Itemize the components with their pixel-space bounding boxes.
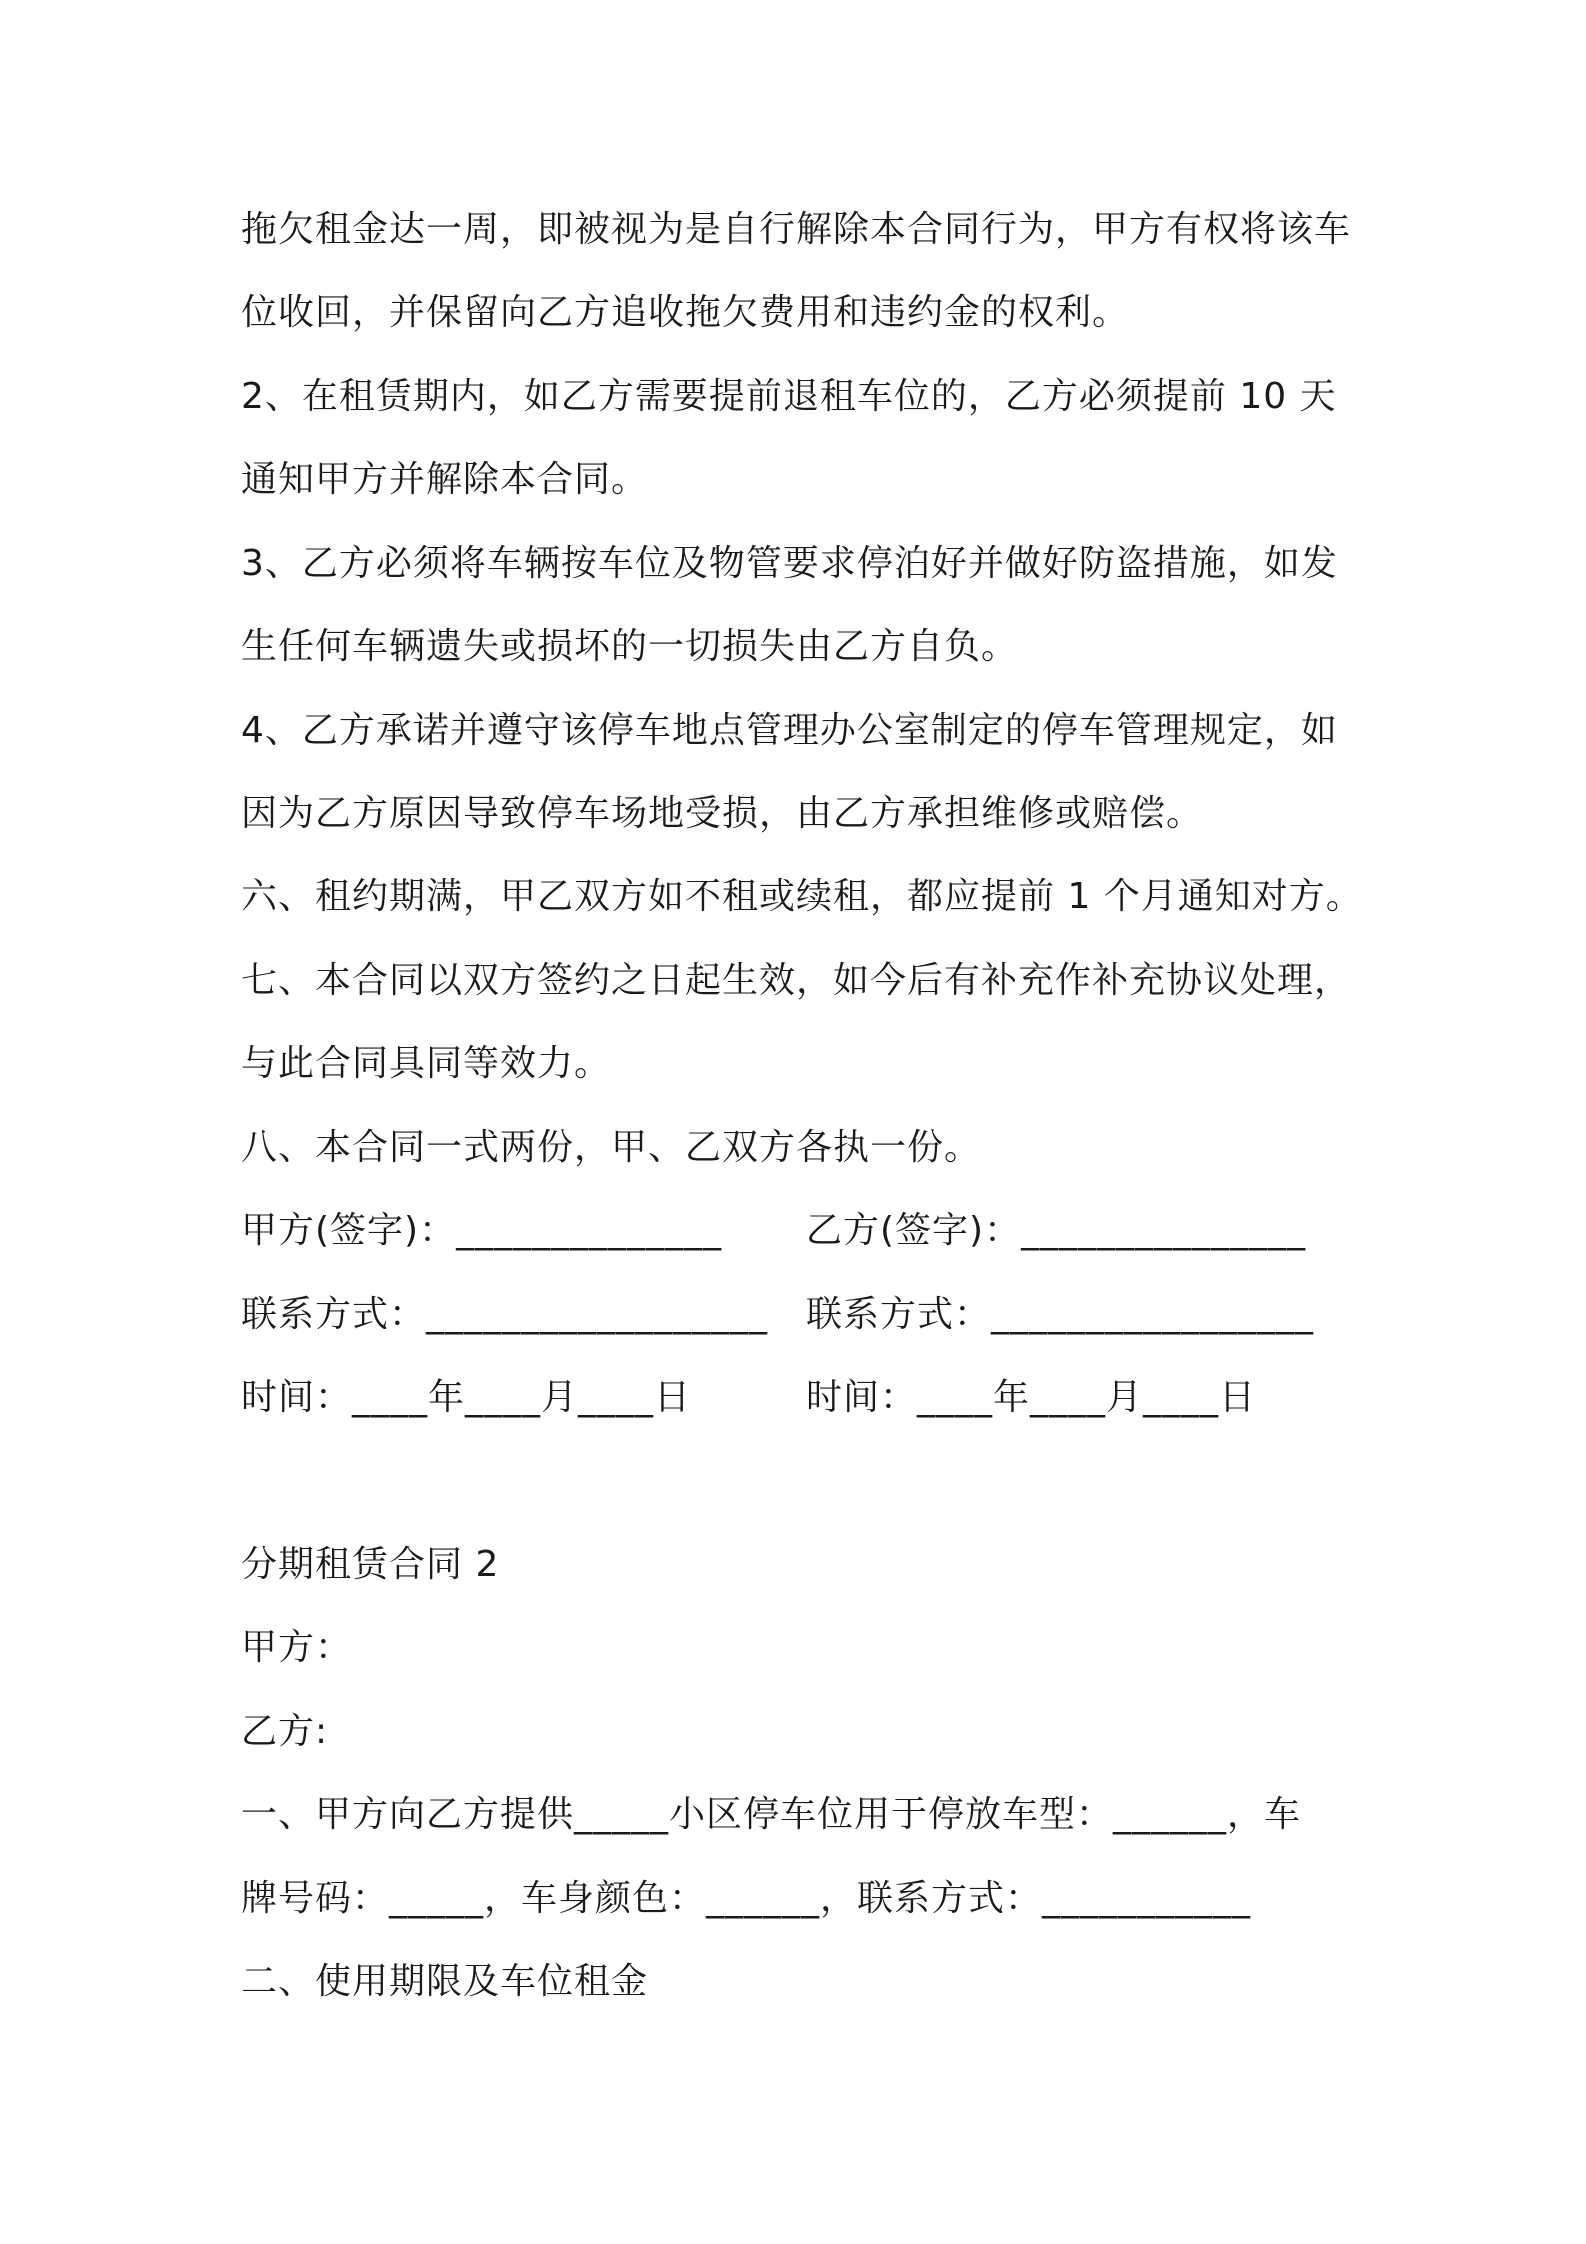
party-a-contact-field: 联系方式：__________________: [241, 1294, 769, 1335]
party-b-date-field: 时间：____年____月____日: [806, 1377, 1257, 1418]
paragraph-line: 拖欠租金达一周，即被视为是自行解除本合同行为，甲方有权将该车: [241, 209, 1352, 250]
section-title: 分期租赁合同 2: [241, 1544, 500, 1585]
paragraph-line: 因为乙方原因导致停车场地受损，由乙方承担维修或赔偿。: [241, 793, 1204, 834]
paragraph-line: 3、乙方必须将车辆按车位及物管要求停泊好并做好防盗措施，如发: [241, 543, 1338, 584]
paragraph-line: 位收回，并保留向乙方追收拖欠费用和违约金的权利。: [241, 292, 1130, 333]
clause-line: 牌号码：_____，车身颜色：______，联系方式：___________: [241, 1878, 1252, 1919]
clause-line: 一、甲方向乙方提供_____小区停车位用于停放车型：______，车: [241, 1794, 1302, 1835]
paragraph-line: 与此合同具同等效力。: [241, 1043, 612, 1084]
paragraph-line: 4、乙方承诺并遵守该停车地点管理办公室制定的停车管理规定，如: [241, 710, 1338, 751]
clause-heading: 二、使用期限及车位租金: [241, 1961, 649, 2002]
paragraph-line: 八、本合同一式两份，甲、乙双方各执一份。: [241, 1127, 982, 1168]
party-a-signature-field: 甲方(签字)：______________: [241, 1210, 723, 1251]
party-b-label: 乙方:: [241, 1711, 329, 1752]
party-b-contact-field: 联系方式：_________________: [806, 1294, 1315, 1335]
paragraph-line: 生任何车辆遗失或损坏的一切损失由乙方自负。: [241, 626, 1019, 667]
paragraph-line: 六、租约期满，甲乙双方如不租或续租，都应提前 1 个月通知对方。: [241, 876, 1363, 917]
paragraph-line: 通知甲方并解除本合同。: [241, 459, 649, 500]
party-a-date-field: 时间：____年____月____日: [241, 1377, 692, 1418]
party-b-signature-field: 乙方(签字)：_______________: [806, 1210, 1307, 1251]
paragraph-line: 七、本合同以双方签约之日起生效，如今后有补充作补充协议处理，: [241, 960, 1352, 1001]
paragraph-line: 2、在租赁期内，如乙方需要提前退租车位的，乙方必须提前 10 天: [241, 376, 1337, 417]
party-a-label: 甲方：: [241, 1627, 353, 1668]
